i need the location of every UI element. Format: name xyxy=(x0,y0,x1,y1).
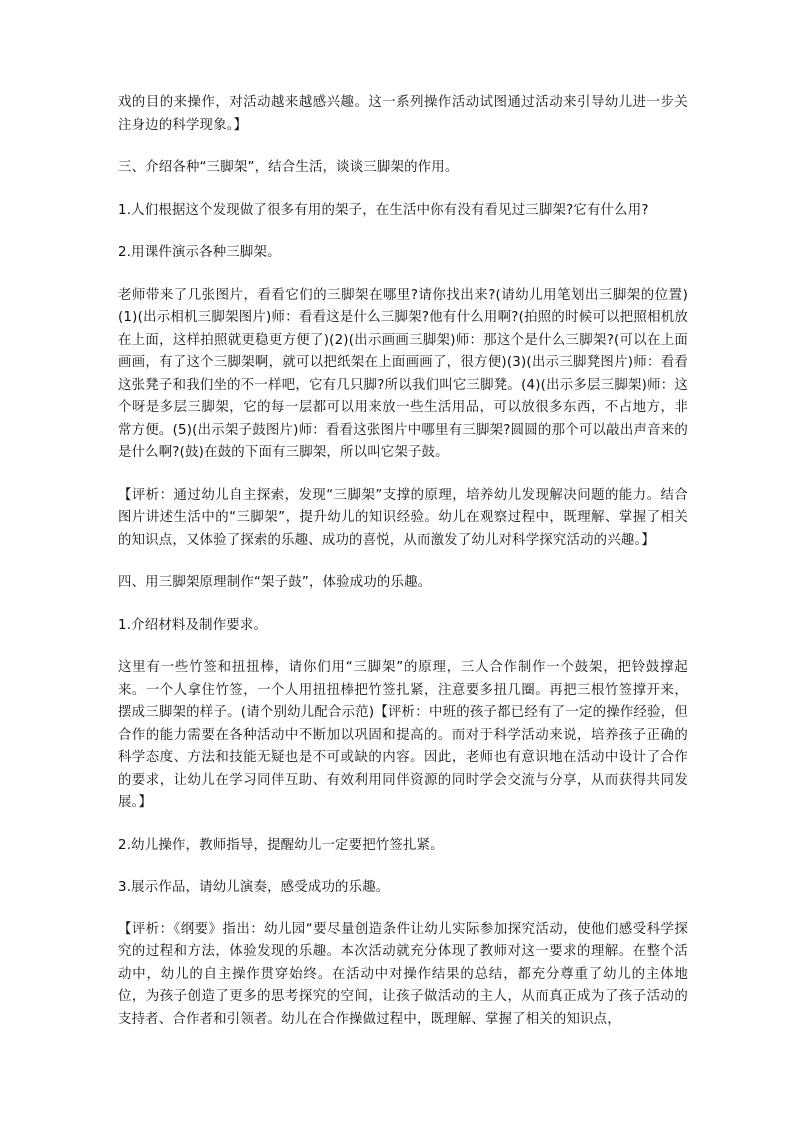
list-item-3-showcase: 3.展示作品，请幼儿演奏，感受成功的乐趣。 xyxy=(118,880,390,895)
paragraph-teacher-pictures: 老师带来了几张图片，看看它们的三脚架在哪里?请你找出来?(请幼儿用笔划出三脚架的位置)(1)(出示相机三脚架图片)师：看看这是什么三脚架?他有什么用啊?(拍照的时候可以把照相机放在上面，这样拍照就更稳更方便了)(2)(出示画画三脚架)师：那这个是什么三脚架?(可以在上面画画，有了这个三脚架啊，就可以把纸架在上面画画了，很方便)(3)(出示三脚凳图片)师：看看这张凳子和我们坐的不一样吧，它有几只脚?所以我们叫它三脚凳。(4)(出示多层三脚架)师：这个呀是多层三脚架，它的每一层都可以用来放一些生活用品，可以放很多东西，不占地方，非常方便。(5)(出示架子鼓图片)师：看看这张图片中哪里有三脚架?圆圆的那个可以敲出声音来的是什么啊?(鼓)在鼓的下面有三脚架，所以叫它架子鼓。 xyxy=(118,287,688,460)
section-heading-3: 三、介绍各种“三脚架”，结合生活，谈谈三脚架的作用。 xyxy=(118,160,459,175)
paragraph-continuation: 戏的目的来操作，对活动越来越感兴趣。这一系列操作活动试图通过活动来引导幼儿进一步关注身边的科学现象。】 xyxy=(118,95,688,133)
list-item-1: 1.人们根据这个发现做了很多有用的架子，在生活中你有没有看见过三脚架?它有什么用? xyxy=(118,202,649,218)
paragraph-materials: 这里有一些竹签和扭扭棒，请你们用“三脚架”的原理，三人合作制作一个鼓架，把铃鼓撑起来。一个人拿住竹签，一个人用扭扭棒把竹签扎紧，注意要多扭几圈。再把三根竹签撑开来，摆成三脚架的样子。(请个别幼儿配合示范)【评析：中班的孩子都已经有了一定的操作经验，但合作的能力需要在各种活动中不断加以巩固和提高的。而对于科学活动来说，培养孩子正确的科学态度、方法和技能无疑也是不可或缺的内容。因此，老师也有意识地在活动中设计了合作的要求，让幼儿在学习同伴互助、有效利用同伴资源的同时学会交流与分享，从而获得共同发展。】 xyxy=(118,660,688,810)
document-body xyxy=(118,92,688,1031)
list-item-1-materials: 1.介绍材料及制作要求。 xyxy=(118,617,268,633)
paragraph-commentary-1: 【评析：通过幼儿自主探索，发现“三脚架”支撑的原理，培养幼儿发现解决问题的能力。结合图片讲述生活中的“三脚架”，提升幼儿的知识经验。幼儿在观察过程中，既理解、掌握了相关的知识点，又体验了探索的乐趣、成功的喜悦，从而激发了幼儿对科学探究活动的兴趣。】 xyxy=(118,487,688,548)
list-item-2: 2.用课件演示各种三脚架。 xyxy=(118,245,281,260)
section-heading-4: 四、用三脚架原理制作“架子鼓”，体验成功的乐趣。 xyxy=(118,575,432,590)
list-item-2-operation: 2.幼儿操作，教师指导，提醒幼儿一定要把竹签扎紧。 xyxy=(118,837,444,853)
paragraph-commentary-2: 【评析：《纲要》指出：幼儿园“要尽量创造条件让幼儿实际参加探究活动，使他们感受科学探究的过程和方法，体验发现的乐趣。本次活动就充分体现了教师对这一要求的理解。在整个活动中，幼儿的自主操作贯穿始终。在活动中对操作结果的总结，都充分尊重了幼儿的主体地位，为孩子创造了更多的思考探究的空间，让孩子做活动的主人，从而真正成为了孩子活动的支持者、合作者和引领者。幼儿在合作操做过程中，既理解、掌握了相关的知识点， xyxy=(118,921,688,1027)
